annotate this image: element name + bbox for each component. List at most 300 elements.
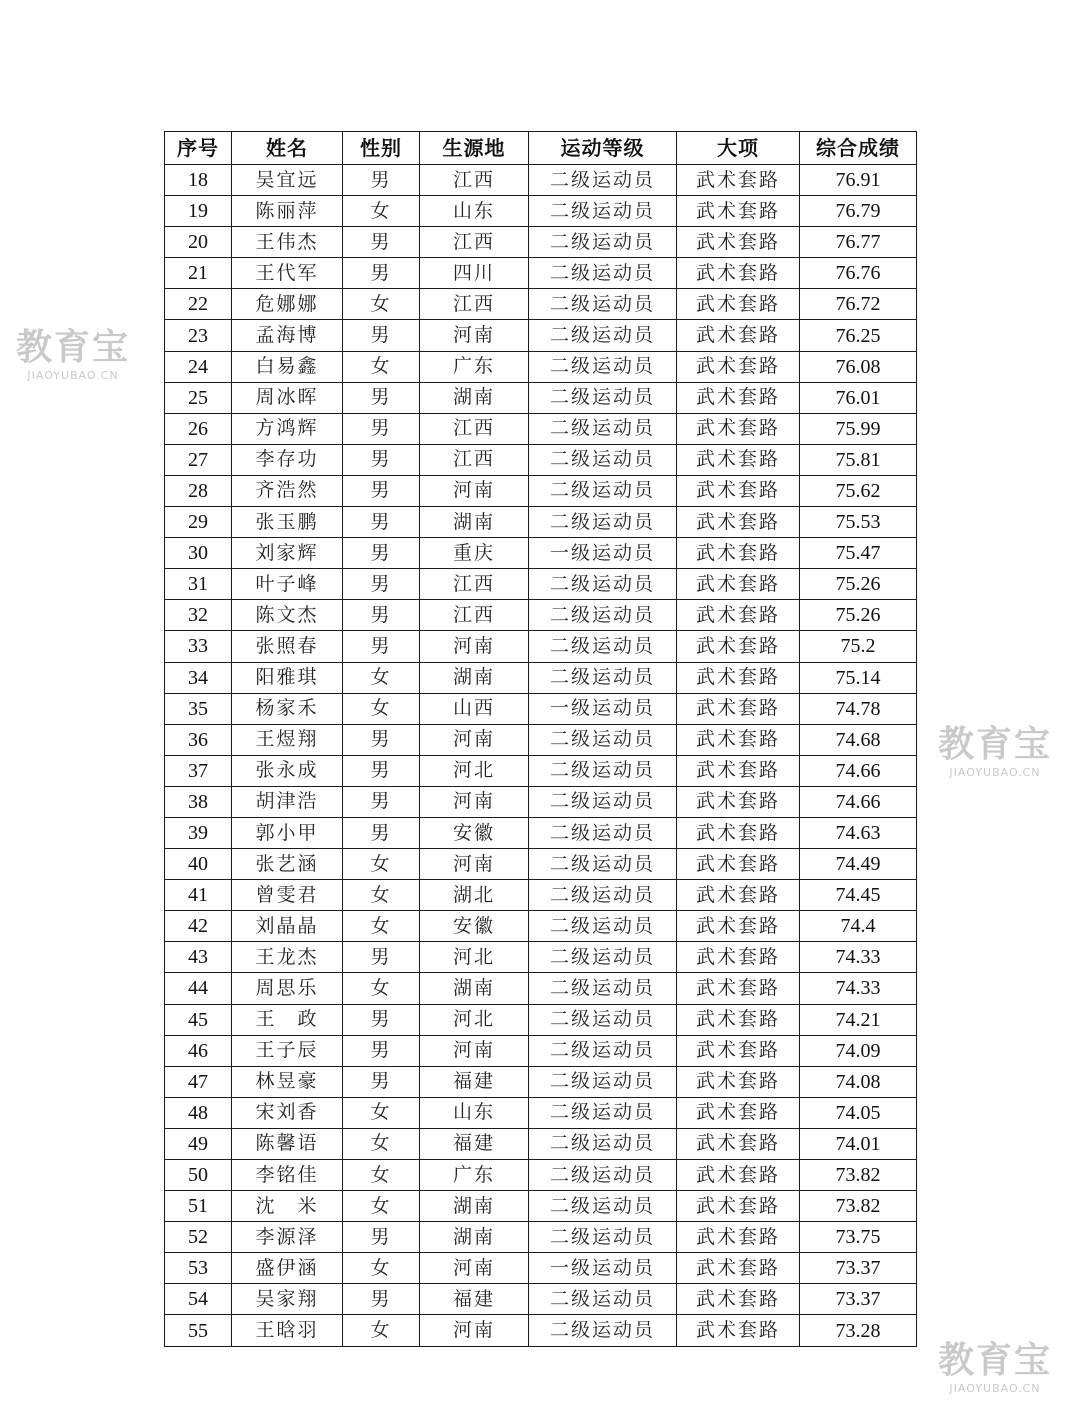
table-row (165, 289, 917, 320)
cell-sport-level: 二级运动员 (529, 165, 677, 196)
cell-sport-level: 一级运动员 (529, 538, 677, 569)
cell-origin: 湖南 (420, 507, 529, 538)
cell-gender: 男 (343, 569, 420, 600)
cell-index: 35 (165, 693, 232, 724)
cell-sport-level: 二级运动员 (529, 382, 677, 413)
cell-gender: 男 (343, 1222, 420, 1253)
cell-total-score: 74.63 (800, 817, 917, 848)
cell-origin: 广东 (420, 1160, 529, 1191)
table-row (165, 817, 917, 848)
cell-index: 21 (165, 258, 232, 289)
cell-gender: 女 (343, 351, 420, 382)
cell-gender: 男 (343, 1004, 420, 1035)
cell-origin: 重庆 (420, 538, 529, 569)
cell-origin: 安徽 (420, 911, 529, 942)
cell-event: 武术套路 (677, 538, 800, 569)
header-origin: 生源地 (420, 132, 529, 165)
cell-origin: 山东 (420, 1097, 529, 1128)
table-row (165, 538, 917, 569)
header-index: 序号 (165, 132, 232, 165)
cell-event: 武术套路 (677, 1097, 800, 1128)
cell-index: 18 (165, 165, 232, 196)
table-row (165, 1128, 917, 1159)
table-row (165, 1097, 917, 1128)
cell-name: 叶子峰 (232, 569, 343, 600)
table-row (165, 444, 917, 475)
cell-name: 陈馨语 (232, 1128, 343, 1159)
cell-name: 张艺涵 (232, 849, 343, 880)
cell-event: 武术套路 (677, 258, 800, 289)
cell-sport-level: 二级运动员 (529, 724, 677, 755)
cell-total-score: 74.33 (800, 942, 917, 973)
cell-event: 武术套路 (677, 911, 800, 942)
cell-origin: 河南 (420, 849, 529, 880)
table-row (165, 196, 917, 227)
table-row (165, 724, 917, 755)
cell-total-score: 74.45 (800, 880, 917, 911)
cell-index: 51 (165, 1191, 232, 1222)
watermark-logo (938, 1340, 1053, 1395)
cell-sport-level: 二级运动员 (529, 817, 677, 848)
cell-gender: 男 (343, 413, 420, 444)
cell-total-score: 76.01 (800, 382, 917, 413)
cell-sport-level: 二级运动员 (529, 475, 677, 506)
table-row (165, 1191, 917, 1222)
cell-origin: 河北 (420, 1004, 529, 1035)
cell-index: 29 (165, 507, 232, 538)
cell-total-score: 74.49 (800, 849, 917, 880)
cell-index: 36 (165, 724, 232, 755)
watermark-text-en: JIAOYUBAO.CN (949, 766, 1041, 779)
cell-sport-level: 二级运动员 (529, 755, 677, 786)
cell-origin: 广东 (420, 351, 529, 382)
cell-name: 李源泽 (232, 1222, 343, 1253)
cell-sport-level: 二级运动员 (529, 973, 677, 1004)
cell-total-score: 75.26 (800, 569, 917, 600)
cell-name: 宋刘香 (232, 1097, 343, 1128)
cell-sport-level: 二级运动员 (529, 227, 677, 258)
cell-sport-level: 二级运动员 (529, 1066, 677, 1097)
cell-origin: 山东 (420, 196, 529, 227)
header-gender: 性别 (343, 132, 420, 165)
table-row (165, 507, 917, 538)
cell-index: 54 (165, 1284, 232, 1315)
cell-name: 危娜娜 (232, 289, 343, 320)
cell-origin: 福建 (420, 1284, 529, 1315)
cell-origin: 湖南 (420, 973, 529, 1004)
cell-event: 武术套路 (677, 600, 800, 631)
cell-name: 吴家翔 (232, 1284, 343, 1315)
cell-index: 41 (165, 880, 232, 911)
cell-origin: 江西 (420, 444, 529, 475)
watermark-text-en: JIAOYUBAO.CN (27, 369, 119, 382)
table-row (165, 880, 917, 911)
cell-total-score: 75.99 (800, 413, 917, 444)
cell-name: 王 政 (232, 1004, 343, 1035)
cell-sport-level: 二级运动员 (529, 351, 677, 382)
cell-total-score: 76.79 (800, 196, 917, 227)
cell-event: 武术套路 (677, 507, 800, 538)
cell-origin: 江西 (420, 227, 529, 258)
cell-origin: 福建 (420, 1128, 529, 1159)
cell-gender: 女 (343, 973, 420, 1004)
cell-sport-level: 二级运动员 (529, 1284, 677, 1315)
cell-sport-level: 二级运动员 (529, 569, 677, 600)
table-row (165, 413, 917, 444)
cell-origin: 山西 (420, 693, 529, 724)
cell-total-score: 75.2 (800, 631, 917, 662)
cell-index: 40 (165, 849, 232, 880)
cell-name: 沈 米 (232, 1191, 343, 1222)
cell-gender: 女 (343, 1097, 420, 1128)
table-row (165, 1284, 917, 1315)
watermark-text-cn: 教育宝 (16, 327, 131, 368)
cell-index: 55 (165, 1315, 232, 1346)
cell-index: 25 (165, 382, 232, 413)
cell-name: 杨家禾 (232, 693, 343, 724)
cell-origin: 河南 (420, 724, 529, 755)
cell-sport-level: 二级运动员 (529, 1222, 677, 1253)
cell-event: 武术套路 (677, 165, 800, 196)
table-row (165, 1004, 917, 1035)
cell-event: 武术套路 (677, 724, 800, 755)
cell-sport-level: 二级运动员 (529, 1004, 677, 1035)
cell-origin: 河北 (420, 942, 529, 973)
cell-name: 方鸿辉 (232, 413, 343, 444)
cell-gender: 男 (343, 444, 420, 475)
cell-origin: 河南 (420, 320, 529, 351)
table-row (165, 693, 917, 724)
cell-gender: 女 (343, 1315, 420, 1346)
table-row (165, 1222, 917, 1253)
cell-name: 孟海博 (232, 320, 343, 351)
cell-index: 53 (165, 1253, 232, 1284)
cell-name: 白易鑫 (232, 351, 343, 382)
cell-sport-level: 二级运动员 (529, 196, 677, 227)
cell-origin: 四川 (420, 258, 529, 289)
cell-sport-level: 二级运动员 (529, 258, 677, 289)
cell-gender: 女 (343, 911, 420, 942)
cell-sport-level: 二级运动员 (529, 849, 677, 880)
cell-sport-level: 二级运动员 (529, 1097, 677, 1128)
table-row (165, 1315, 917, 1346)
cell-index: 50 (165, 1160, 232, 1191)
cell-event: 武术套路 (677, 1128, 800, 1159)
cell-total-score: 73.82 (800, 1160, 917, 1191)
watermark-text-cn: 教育宝 (938, 1340, 1053, 1381)
watermark-text-en: JIAOYUBAO.CN (949, 1382, 1041, 1395)
cell-index: 46 (165, 1035, 232, 1066)
header-name: 姓名 (232, 132, 343, 165)
table-row (165, 320, 917, 351)
cell-gender: 女 (343, 1160, 420, 1191)
table-row (165, 382, 917, 413)
cell-gender: 女 (343, 196, 420, 227)
table-row (165, 351, 917, 382)
cell-gender: 女 (343, 849, 420, 880)
cell-event: 武术套路 (677, 351, 800, 382)
cell-name: 王龙杰 (232, 942, 343, 973)
table-row (165, 911, 917, 942)
cell-gender: 男 (343, 755, 420, 786)
cell-event: 武术套路 (677, 1160, 800, 1191)
table-row (165, 973, 917, 1004)
cell-index: 22 (165, 289, 232, 320)
cell-total-score: 75.62 (800, 475, 917, 506)
cell-total-score: 74.01 (800, 1128, 917, 1159)
table-row (165, 1035, 917, 1066)
cell-index: 19 (165, 196, 232, 227)
cell-gender: 男 (343, 1035, 420, 1066)
cell-event: 武术套路 (677, 444, 800, 475)
cell-sport-level: 二级运动员 (529, 942, 677, 973)
cell-index: 32 (165, 600, 232, 631)
cell-total-score: 76.76 (800, 258, 917, 289)
table-row (165, 475, 917, 506)
cell-event: 武术套路 (677, 942, 800, 973)
cell-event: 武术套路 (677, 1191, 800, 1222)
cell-total-score: 74.33 (800, 973, 917, 1004)
table-row (165, 631, 917, 662)
cell-gender: 男 (343, 942, 420, 973)
cell-gender: 男 (343, 320, 420, 351)
cell-origin: 江西 (420, 289, 529, 320)
cell-gender: 女 (343, 1128, 420, 1159)
cell-gender: 男 (343, 724, 420, 755)
cell-name: 陈文杰 (232, 600, 343, 631)
cell-sport-level: 二级运动员 (529, 1191, 677, 1222)
cell-index: 45 (165, 1004, 232, 1035)
cell-event: 武术套路 (677, 382, 800, 413)
cell-origin: 河南 (420, 786, 529, 817)
table-row (165, 600, 917, 631)
cell-sport-level: 二级运动员 (529, 600, 677, 631)
cell-event: 武术套路 (677, 320, 800, 351)
cell-total-score: 73.37 (800, 1253, 917, 1284)
cell-gender: 女 (343, 289, 420, 320)
cell-gender: 男 (343, 817, 420, 848)
cell-origin: 河南 (420, 475, 529, 506)
cell-index: 38 (165, 786, 232, 817)
cell-gender: 男 (343, 786, 420, 817)
table-row (165, 662, 917, 693)
cell-index: 43 (165, 942, 232, 973)
cell-index: 44 (165, 973, 232, 1004)
cell-gender: 女 (343, 1191, 420, 1222)
cell-event: 武术套路 (677, 662, 800, 693)
cell-sport-level: 二级运动员 (529, 631, 677, 662)
cell-event: 武术套路 (677, 1253, 800, 1284)
header-row (165, 132, 917, 165)
cell-event: 武术套路 (677, 849, 800, 880)
cell-total-score: 74.4 (800, 911, 917, 942)
cell-total-score: 74.66 (800, 755, 917, 786)
cell-event: 武术套路 (677, 693, 800, 724)
cell-sport-level: 二级运动员 (529, 662, 677, 693)
cell-index: 27 (165, 444, 232, 475)
cell-gender: 男 (343, 600, 420, 631)
cell-origin: 江西 (420, 600, 529, 631)
table-body (165, 165, 917, 1347)
cell-name: 吴宜远 (232, 165, 343, 196)
cell-sport-level: 一级运动员 (529, 1253, 677, 1284)
cell-event: 武术套路 (677, 1066, 800, 1097)
cell-name: 曾雯君 (232, 880, 343, 911)
cell-total-score: 74.05 (800, 1097, 917, 1128)
cell-event: 武术套路 (677, 289, 800, 320)
cell-origin: 河南 (420, 1315, 529, 1346)
cell-total-score: 73.75 (800, 1222, 917, 1253)
cell-event: 武术套路 (677, 196, 800, 227)
cell-index: 31 (165, 569, 232, 600)
cell-index: 49 (165, 1128, 232, 1159)
cell-gender: 女 (343, 662, 420, 693)
cell-sport-level: 二级运动员 (529, 320, 677, 351)
cell-name: 林昱豪 (232, 1066, 343, 1097)
cell-name: 李铭佳 (232, 1160, 343, 1191)
cell-total-score: 74.09 (800, 1035, 917, 1066)
cell-origin: 福建 (420, 1066, 529, 1097)
watermark-text-cn: 教育宝 (938, 724, 1053, 765)
cell-origin: 河南 (420, 1253, 529, 1284)
cell-name: 阳雅琪 (232, 662, 343, 693)
table-row (165, 227, 917, 258)
cell-sport-level: 二级运动员 (529, 1160, 677, 1191)
cell-gender: 男 (343, 227, 420, 258)
cell-event: 武术套路 (677, 1284, 800, 1315)
table-row (165, 1253, 917, 1284)
cell-event: 武术套路 (677, 817, 800, 848)
cell-total-score: 75.47 (800, 538, 917, 569)
cell-origin: 湖南 (420, 1222, 529, 1253)
cell-index: 52 (165, 1222, 232, 1253)
cell-name: 王子辰 (232, 1035, 343, 1066)
cell-total-score: 74.78 (800, 693, 917, 724)
cell-gender: 男 (343, 538, 420, 569)
cell-index: 28 (165, 475, 232, 506)
cell-total-score: 73.28 (800, 1315, 917, 1346)
cell-name: 盛伊涵 (232, 1253, 343, 1284)
header-total-score: 综合成绩 (800, 132, 917, 165)
header-sport-level: 运动等级 (529, 132, 677, 165)
cell-index: 23 (165, 320, 232, 351)
cell-name: 齐浩然 (232, 475, 343, 506)
cell-total-score: 74.21 (800, 1004, 917, 1035)
cell-gender: 女 (343, 1253, 420, 1284)
cell-total-score: 74.68 (800, 724, 917, 755)
cell-sport-level: 二级运动员 (529, 1035, 677, 1066)
cell-origin: 湖南 (420, 382, 529, 413)
cell-total-score: 76.77 (800, 227, 917, 258)
cell-origin: 湖北 (420, 880, 529, 911)
watermark-logo (938, 724, 1053, 779)
cell-origin: 河南 (420, 631, 529, 662)
cell-index: 37 (165, 755, 232, 786)
cell-event: 武术套路 (677, 1035, 800, 1066)
cell-index: 26 (165, 413, 232, 444)
cell-event: 武术套路 (677, 786, 800, 817)
cell-event: 武术套路 (677, 475, 800, 506)
cell-sport-level: 二级运动员 (529, 413, 677, 444)
cell-index: 20 (165, 227, 232, 258)
table-row (165, 786, 917, 817)
cell-event: 武术套路 (677, 1004, 800, 1035)
cell-sport-level: 二级运动员 (529, 1128, 677, 1159)
table-row (165, 755, 917, 786)
cell-origin: 湖南 (420, 662, 529, 693)
cell-gender: 男 (343, 382, 420, 413)
cell-gender: 男 (343, 631, 420, 662)
cell-event: 武术套路 (677, 1222, 800, 1253)
header-event: 大项 (677, 132, 800, 165)
cell-event: 武术套路 (677, 413, 800, 444)
cell-sport-level: 二级运动员 (529, 444, 677, 475)
cell-total-score: 75.14 (800, 662, 917, 693)
cell-name: 周冰晖 (232, 382, 343, 413)
table-row (165, 258, 917, 289)
cell-name: 王伟杰 (232, 227, 343, 258)
cell-index: 48 (165, 1097, 232, 1128)
cell-sport-level: 二级运动员 (529, 289, 677, 320)
cell-index: 30 (165, 538, 232, 569)
cell-gender: 男 (343, 1066, 420, 1097)
cell-event: 武术套路 (677, 631, 800, 662)
cell-total-score: 75.26 (800, 600, 917, 631)
cell-sport-level: 二级运动员 (529, 911, 677, 942)
cell-origin: 江西 (420, 165, 529, 196)
cell-gender: 男 (343, 475, 420, 506)
cell-name: 刘晶晶 (232, 911, 343, 942)
table-row (165, 849, 917, 880)
watermark-logo (16, 327, 131, 382)
cell-total-score: 76.91 (800, 165, 917, 196)
cell-event: 武术套路 (677, 755, 800, 786)
cell-name: 张玉鹏 (232, 507, 343, 538)
cell-gender: 男 (343, 507, 420, 538)
cell-total-score: 76.25 (800, 320, 917, 351)
cell-origin: 河南 (420, 1035, 529, 1066)
table-header (165, 132, 917, 165)
table-row (165, 165, 917, 196)
cell-origin: 江西 (420, 569, 529, 600)
cell-total-score: 76.72 (800, 289, 917, 320)
cell-name: 陈丽萍 (232, 196, 343, 227)
cell-gender: 男 (343, 165, 420, 196)
cell-index: 39 (165, 817, 232, 848)
cell-total-score: 73.37 (800, 1284, 917, 1315)
table-row (165, 942, 917, 973)
cell-name: 胡津浩 (232, 786, 343, 817)
cell-gender: 男 (343, 258, 420, 289)
table-row (165, 1160, 917, 1191)
table-row (165, 569, 917, 600)
cell-event: 武术套路 (677, 569, 800, 600)
cell-name: 李存功 (232, 444, 343, 475)
cell-sport-level: 二级运动员 (529, 880, 677, 911)
table-row (165, 1066, 917, 1097)
cell-event: 武术套路 (677, 1315, 800, 1346)
cell-sport-level: 一级运动员 (529, 693, 677, 724)
cell-total-score: 75.81 (800, 444, 917, 475)
cell-total-score: 73.82 (800, 1191, 917, 1222)
cell-gender: 女 (343, 693, 420, 724)
cell-name: 刘家辉 (232, 538, 343, 569)
cell-name: 王煜翔 (232, 724, 343, 755)
cell-event: 武术套路 (677, 880, 800, 911)
cell-sport-level: 二级运动员 (529, 507, 677, 538)
cell-name: 张永成 (232, 755, 343, 786)
cell-total-score: 74.08 (800, 1066, 917, 1097)
